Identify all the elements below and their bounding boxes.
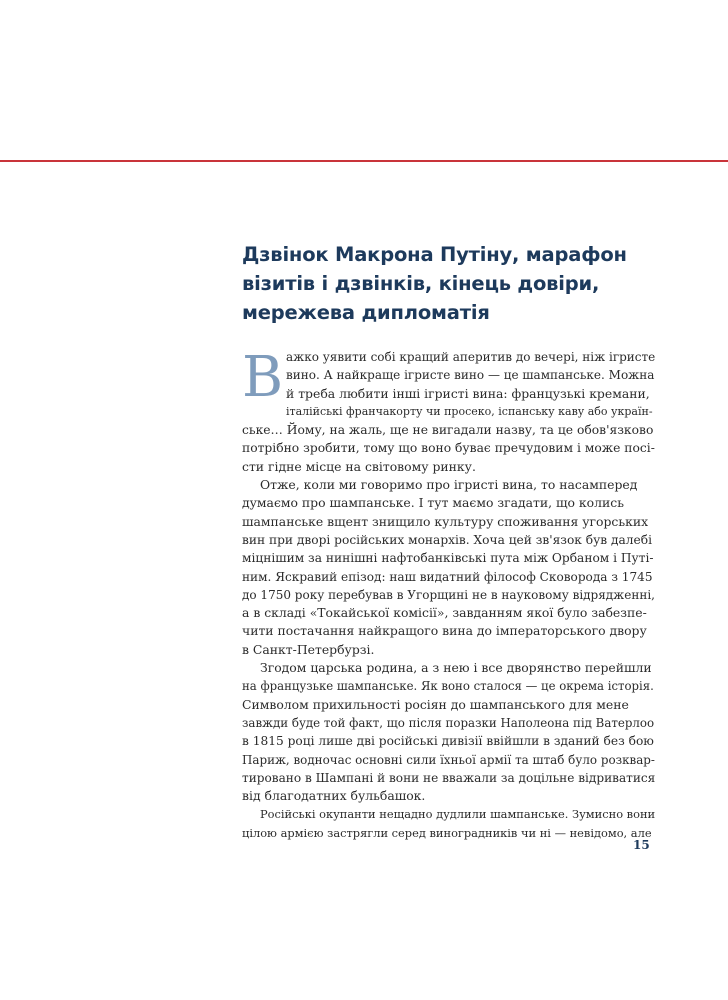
paragraph xyxy=(242,345,656,476)
chapter-title-line: мережева дипломатія xyxy=(242,301,490,324)
body-text xyxy=(242,345,656,842)
text-line: думаємо про шампанське. І тут маємо згадати, що колись xyxy=(242,495,624,511)
text-line: Отже, коли ми говоримо про ігристі вина, то насамперед xyxy=(260,477,638,493)
page-number: 15 xyxy=(633,838,650,852)
text-line: від благодатних бульбашок. xyxy=(242,788,426,804)
text-line: вин при дворі російських монархів. Хоча цей зв'язок був далебі xyxy=(242,532,652,547)
text-line: чити постачання найкращого вина до імператорського двору xyxy=(242,623,647,639)
text-line: на французьке шампанське. Як воно сталося — це окрема історія. xyxy=(242,679,654,694)
paragraph xyxy=(242,476,654,659)
header-rule xyxy=(0,160,728,162)
text-line: потрібно зробити, тому що воно буває пречудовим і може посі- xyxy=(242,441,655,456)
text-line: в Санкт-Петербурзі. xyxy=(242,641,375,657)
chapter-title-line: візитів і дзвінків, кінець довіри, xyxy=(242,272,600,295)
text-line: й треба любити інші ігристі вина: французькі кремани, xyxy=(286,385,650,401)
text-line: сти гідне місце на світовому ринку. xyxy=(242,458,476,474)
text-line: цілою армією застрягли серед виноградників чи ні — невідомо, але xyxy=(242,825,652,840)
text-line: до 1750 року перебував в Угорщині не в науковому відрядженні, xyxy=(242,587,655,602)
paragraph xyxy=(242,659,654,805)
text-line: італійські франчакорту чи просеко, іспанську каву або україн- xyxy=(286,404,653,418)
text-line: ним. Яскравий епізод: наш видатний філософ Сковорода з 1745 xyxy=(242,569,653,584)
text-line: Символом прихильності росіян до шампанського для мене xyxy=(242,696,629,712)
text-line: в 1815 році лише дві російські дивізії ввійшли в зданий без бою xyxy=(242,734,654,749)
drop-cap xyxy=(242,345,284,410)
text-line: тировано в Шампані й вони не вважали за доцільне відриватися xyxy=(242,770,656,785)
text-line: Російські окупанти нещадно дудлили шампанське. Зумисно вони xyxy=(260,807,656,822)
text-line: а в складі «Токайської комісії», завданням якої було забезпе- xyxy=(242,605,647,621)
paragraph xyxy=(242,805,654,842)
text-line: завжди буде той факт, що після поразки Наполеона під Ватерлоо xyxy=(242,715,655,730)
text-line: шампанське вщент знищило культуру споживання угорських xyxy=(242,513,649,529)
text-line: ське… Йому, на жаль, ще не вигадали назву, та це обов'язково xyxy=(242,423,654,438)
text-line: міцнішим за нинішні нафтобанківські пута між Орбаном і Путі- xyxy=(242,551,654,566)
drop-cap-letter: В xyxy=(242,345,284,410)
text-line: ажко уявити собі кращий аперитив до вечері, ніж ігристе xyxy=(286,350,656,364)
text-line: Париж, водночас основні сили їхньої армії та штаб було розквар- xyxy=(242,752,655,767)
chapter-title-line: Дзвінок Макрона Путіну, марафон xyxy=(242,243,627,266)
text-line: Згодом царська родина, а з нею і все дворянство перейшли xyxy=(260,660,652,676)
chapter-title xyxy=(242,240,682,327)
text-line: вино. А найкраще ігристе вино — це шампанське. Можна xyxy=(286,368,655,383)
